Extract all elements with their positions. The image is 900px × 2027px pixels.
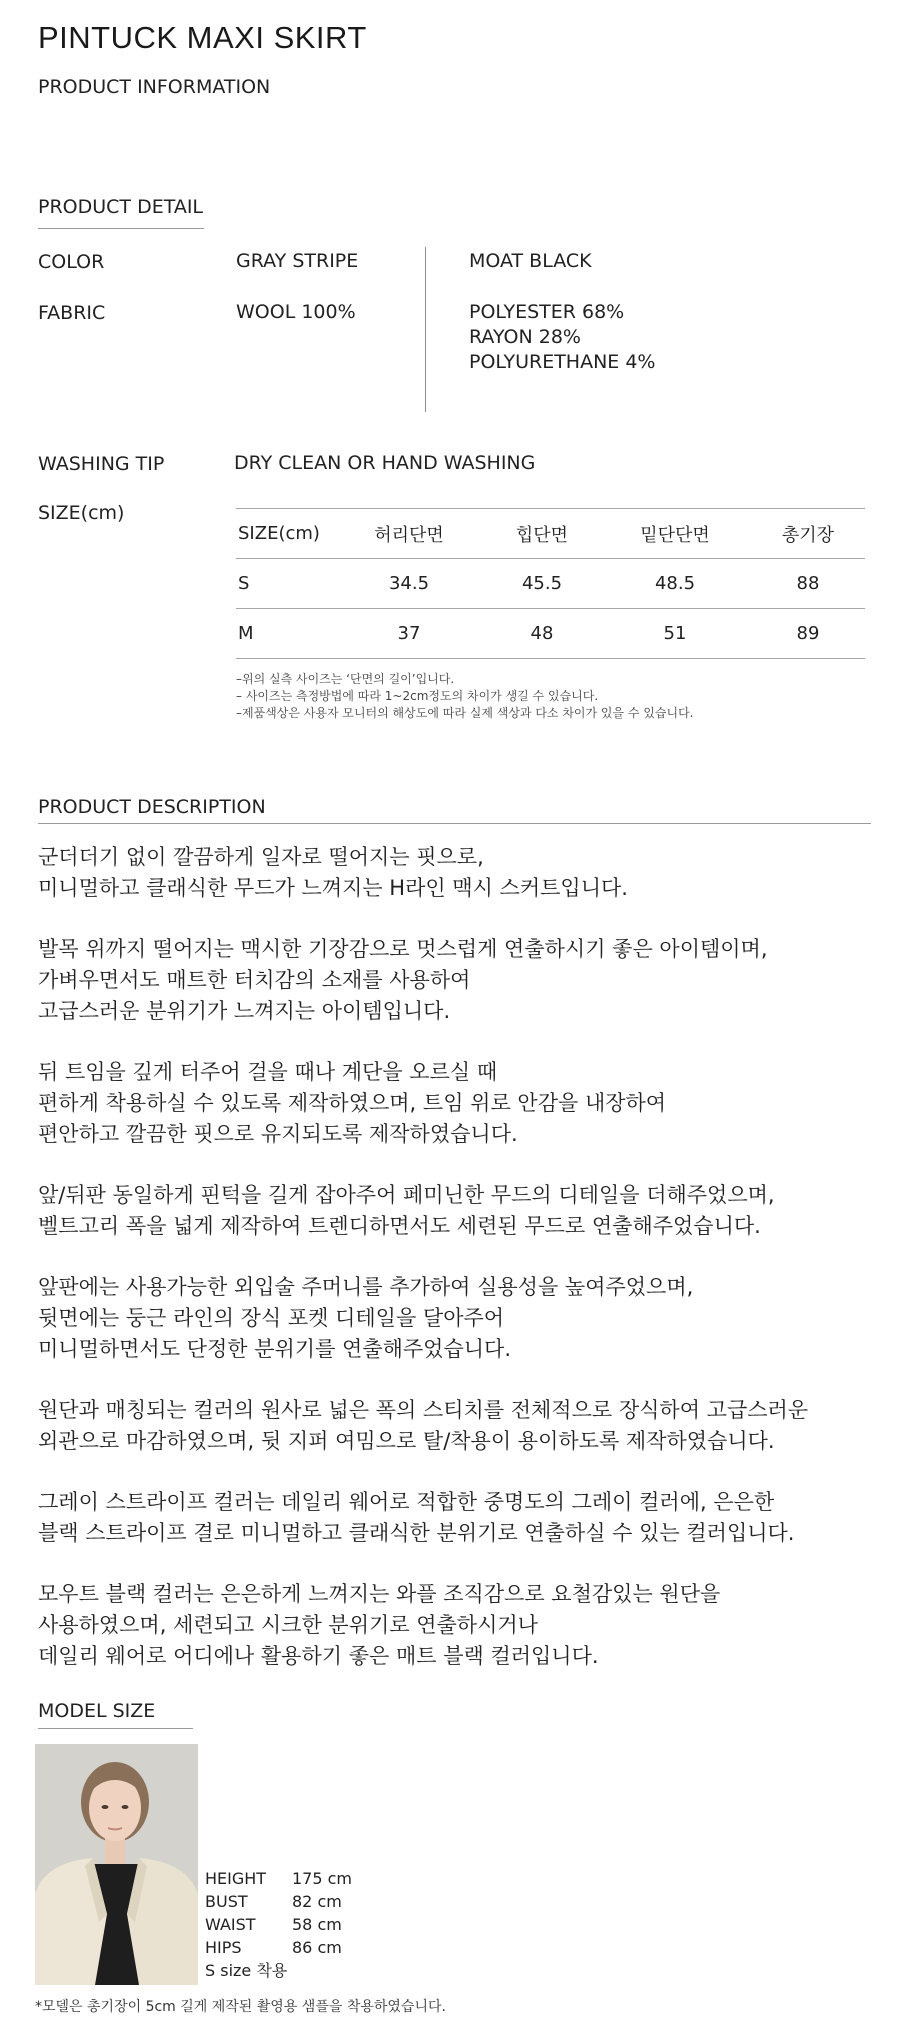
size-header-cell: 힙단면 [485, 509, 599, 559]
size-cell: 89 [751, 609, 865, 659]
fabric-line-polyurethane: POLYURETHANE 4% [469, 351, 656, 373]
size-cell: 45.5 [485, 559, 599, 609]
fabric-label: FABRIC [38, 302, 106, 324]
description-paragraph: 원단과 매칭되는 컬러의 원사로 넓은 폭의 스티치를 전체적으로 장식하여 고급스러운 외관으로 마감하였으며, 뒷 지퍼 여밈으로 탈/착용이 용이하도록 제작하였습니다. [38, 1398, 809, 1453]
size-label: SIZE(cm) [38, 502, 125, 524]
size-cell: 88 [751, 559, 865, 609]
hips-label: HIPS [205, 1938, 242, 1957]
color-moat-black: MOAT BLACK [469, 250, 592, 272]
size-header-cell: SIZE(cm) [236, 509, 333, 559]
size-note: –위의 실측 사이즈는 ‘단면의 길이’입니다. [236, 672, 455, 686]
color-label: COLOR [38, 251, 105, 273]
height-label: HEIGHT [205, 1869, 267, 1888]
description-paragraph: 그레이 스트라이프 컬러는 데일리 웨어로 적합한 중명도의 그레이 컬러에, 은은한 블랙 스트라이프 결로 미니멀하고 클래식한 분위기로 연출하실 수 있는 컬러입니다. [38, 1490, 795, 1545]
description-paragraph: 모우트 블랙 컬러는 은은하게 느껴지는 와플 조직감으로 요철감있는 원단을 사용하였으며, 세련되고 시크한 분위기로 연출하시거나 데일리 웨어로 어디에나 활용하기 좋은 매트 블랙 컬러입니다. [38, 1582, 721, 1668]
description-paragraph: 앞판에는 사용가능한 외입술 주머니를 추가하여 실용성을 높여주었으며, 뒷면에는 둥근 라인의 장식 포켓 디테일을 달아주어 미니멀하면서도 단정한 분위기를 연출해주었습니다. [38, 1275, 694, 1361]
product-description-body [38, 842, 883, 1702]
fabric-line-polyester: POLYESTER 68% [469, 301, 625, 323]
size-cell: 51 [599, 609, 751, 659]
product-description-heading: PRODUCT DESCRIPTION [38, 796, 266, 818]
size-table [236, 508, 865, 659]
color-divider [425, 247, 426, 412]
waist-value: 58 cm [292, 1915, 342, 1934]
size-cell: M [236, 609, 333, 659]
waist-label: WAIST [205, 1915, 256, 1934]
size-table-header [236, 509, 865, 559]
model-photo [35, 1744, 198, 1985]
size-header-cell: 총기장 [751, 509, 865, 559]
model-measurements [205, 1867, 352, 1982]
description-paragraph: 뒤 트임을 깊게 터주어 걸을 때나 계단을 오르실 때 편하게 착용하실 수 있도록 제작하였으며, 트임 위로 안감을 내장하여 편안하고 깔끔한 핏으로 유지되도록 제작하였습니다. [38, 1060, 667, 1146]
product-information-label: PRODUCT INFORMATION [38, 76, 271, 98]
table-row [236, 609, 865, 659]
size-cell: S [236, 559, 333, 609]
washing-tip-label: WASHING TIP [38, 453, 165, 475]
description-paragraph: 발목 위까지 떨어지는 맥시한 기장감으로 멋스럽게 연출하시기 좋은 아이템이며, 가벼우면서도 매트한 터치감의 소재를 사용하여 고급스러운 분위기가 느껴지는 아이템입니다. [38, 937, 768, 1023]
fabric-moat-black [469, 300, 655, 375]
washing-tip-value: DRY CLEAN OR HAND WASHING [234, 452, 536, 474]
bust-label: BUST [205, 1892, 248, 1911]
model-waist [205, 1913, 352, 1936]
size-cell: 48.5 [599, 559, 751, 609]
product-title: PINTUCK MAXI SKIRT [38, 20, 367, 55]
description-paragraph: 군더더기 없이 깔끔하게 일자로 떨어지는 핏으로, 미니멀하고 클래식한 무드가 느껴지는 H라인 맥시 스커트입니다. [38, 845, 628, 900]
size-cell: 37 [333, 609, 485, 659]
model-hips [205, 1936, 352, 1959]
size-note: –제품색상은 사용자 모니터의 해상도에 따라 실제 색상과 다소 차이가 있을 수 있습니다. [236, 706, 694, 720]
product-detail-heading: PRODUCT DETAIL [38, 196, 204, 218]
product-detail-underline [38, 228, 204, 229]
height-value: 175 cm [292, 1869, 353, 1888]
model-bust [205, 1890, 352, 1913]
description-paragraph: 앞/뒤판 동일하게 핀턱을 길게 잡아주어 페미닌한 무드의 디테일을 더해주었으며, 벨트고리 폭을 넓게 제작하여 트렌디하면서도 세련된 무드로 연출해주었습니다. [38, 1183, 775, 1238]
size-cell: 34.5 [333, 559, 485, 609]
model-footnote: *모델은 총기장이 5cm 길게 제작된 촬영용 샘플을 착용하였습니다. [35, 1999, 446, 2015]
size-cell: 48 [485, 609, 599, 659]
size-notes [236, 671, 694, 722]
size-header-cell: 밑단단면 [599, 509, 751, 559]
size-header-cell: 허리단면 [333, 509, 485, 559]
color-gray-stripe: GRAY STRIPE [236, 250, 359, 272]
model-height [205, 1867, 352, 1890]
table-row [236, 559, 865, 609]
fabric-gray-stripe: WOOL 100% [236, 301, 356, 323]
model-size-heading: MODEL SIZE [38, 1700, 156, 1722]
model-wearing-size: S size 착용 [205, 1961, 288, 1980]
fabric-line-rayon: RAYON 28% [469, 326, 581, 348]
model-size-underline [38, 1728, 193, 1729]
model-photo-illustration [35, 1744, 198, 1985]
hips-value: 86 cm [292, 1938, 342, 1957]
size-note: – 사이즈는 측정방법에 따라 1~2cm정도의 차이가 생길 수 있습니다. [236, 689, 599, 703]
product-description-underline [38, 823, 871, 824]
bust-value: 82 cm [292, 1892, 342, 1911]
